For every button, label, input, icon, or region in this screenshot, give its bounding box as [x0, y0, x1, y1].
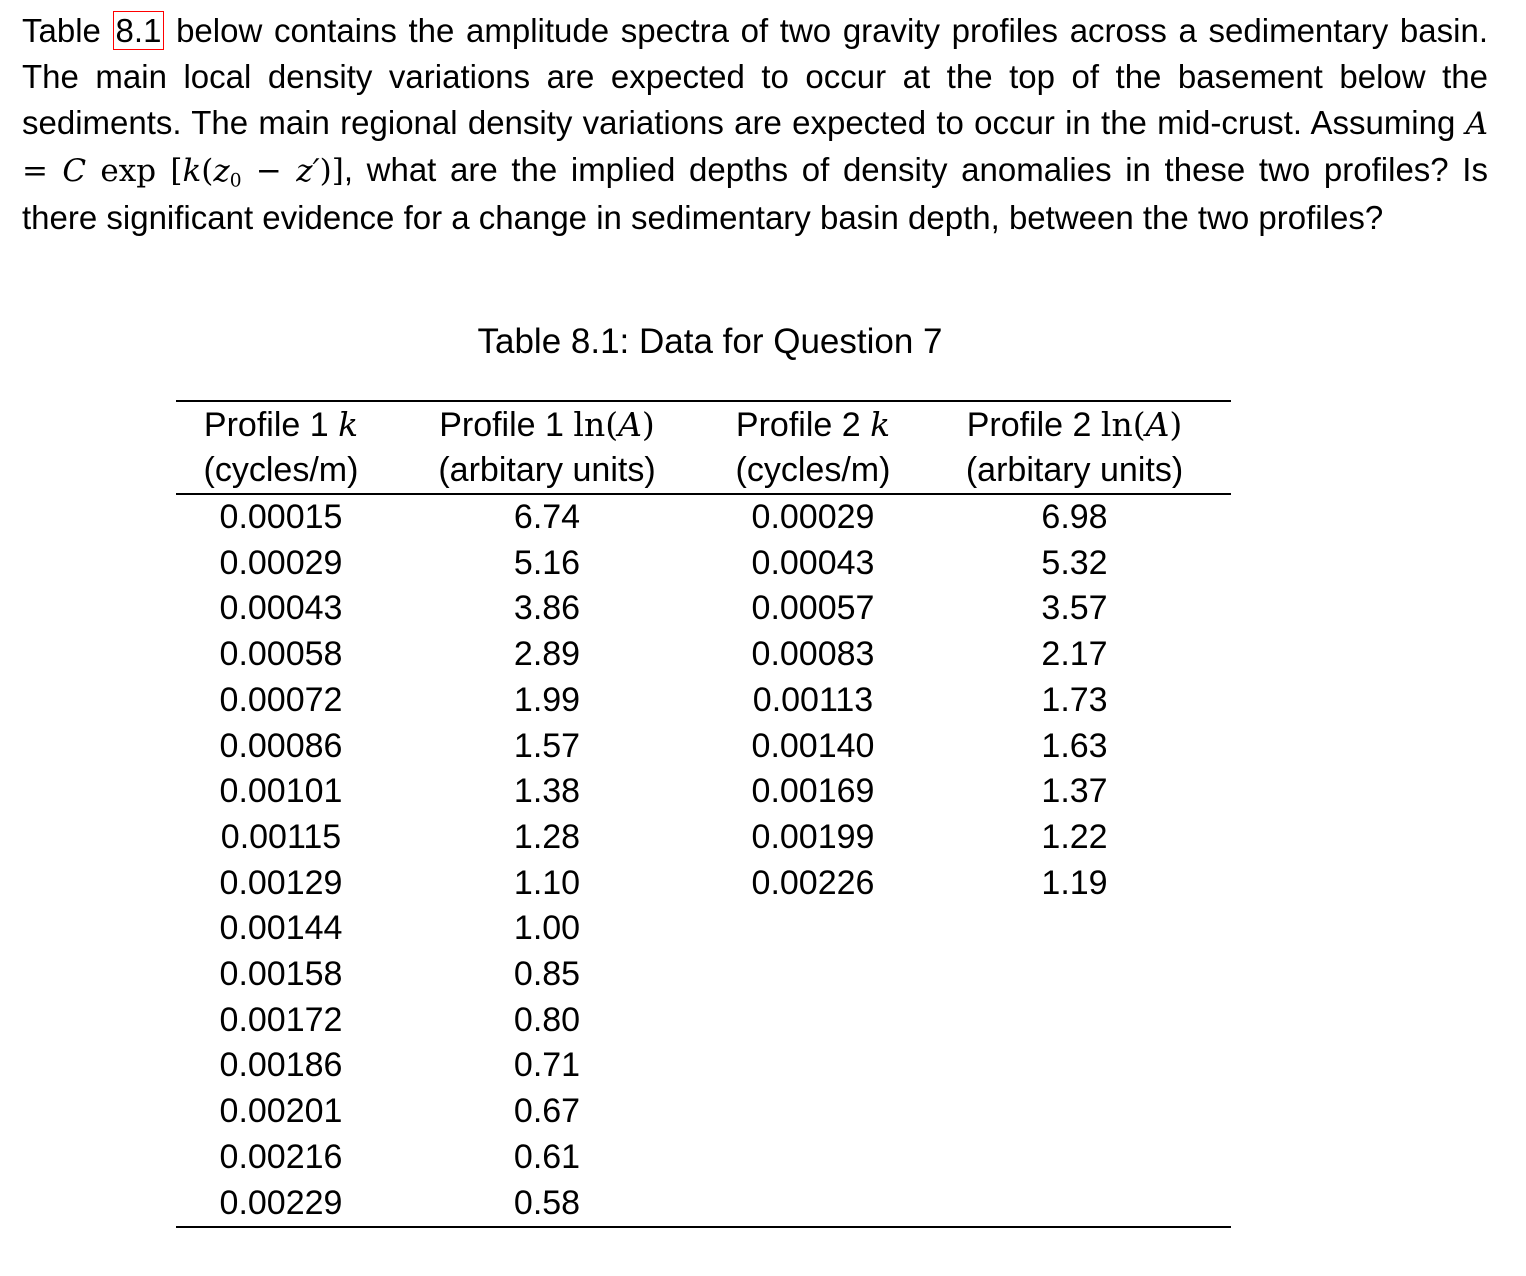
- header-profile2-lnA-units: (arbitary units): [918, 448, 1231, 494]
- table-cell: [708, 998, 918, 1044]
- table-cell: [918, 952, 1231, 998]
- table-row: [176, 861, 1231, 907]
- table-cell: 0.00043: [751, 543, 875, 582]
- table-cell: [918, 906, 1231, 952]
- table-cell: [918, 1089, 1231, 1135]
- table-row: [176, 1089, 1231, 1135]
- table-cell: 0.00058: [219, 635, 343, 674]
- table-cell: 0.00226: [751, 863, 875, 902]
- table-cell: [918, 998, 1231, 1044]
- table-cell: 0.00201: [219, 1092, 343, 1131]
- header-profile1-k-units: (cycles/m): [176, 448, 386, 494]
- header-profile2-lnA: Profile 2 ln(A): [918, 401, 1231, 448]
- table-body: [176, 494, 1231, 1227]
- table-cell: [708, 906, 918, 952]
- table-cell: 0.00140: [751, 726, 875, 765]
- data-table: [176, 400, 1231, 1228]
- table-cell: 0.00158: [219, 955, 343, 994]
- table-row: [176, 541, 1231, 587]
- table-cell: 0.00072: [219, 680, 343, 719]
- table-cell: [708, 1135, 918, 1181]
- table-row: [176, 632, 1231, 678]
- table-cell: 0.00086: [219, 726, 343, 765]
- table-cell: 1.19: [1041, 863, 1108, 902]
- question-paragraph: [22, 8, 1488, 241]
- table-cell: 1.63: [1041, 726, 1108, 765]
- table-cell: [708, 1181, 918, 1228]
- table-cell: 1.57: [513, 726, 581, 765]
- table-cell: 0.00043: [219, 589, 343, 628]
- table-row: [176, 586, 1231, 632]
- table-cell: 1.73: [1041, 680, 1108, 719]
- table-cell: 0.00229: [176, 1181, 386, 1228]
- table-cell: 0.80: [513, 1000, 581, 1039]
- table-header-row-2: [176, 448, 1231, 494]
- table-cell: 1.22: [1041, 817, 1108, 856]
- table-cell: 0.00216: [219, 1137, 343, 1176]
- table-cell: 0.00083: [751, 635, 875, 674]
- table-cell: 1.37: [1041, 772, 1108, 811]
- table-cell: 0.00029: [751, 498, 875, 536]
- table-cell: 0.00172: [219, 1000, 343, 1039]
- table-row: [176, 952, 1231, 998]
- table-row: [176, 1181, 1231, 1228]
- table-cell: 1.00: [513, 909, 581, 948]
- table-cell: 0.00015: [219, 498, 343, 536]
- table-cell: 0.00199: [751, 817, 875, 856]
- table-cell: 0.00101: [219, 772, 343, 811]
- table-cell: 0.85: [513, 955, 581, 994]
- table-cell: 3.86: [513, 589, 581, 628]
- table-cell: 0.00029: [219, 543, 343, 582]
- formula: A = C $\exp [k(z_0 - z')]$: [22, 105, 1488, 192]
- table-cell: 0.58: [386, 1181, 708, 1228]
- table-cell: 1.10: [513, 863, 581, 902]
- table-cell: 0.00057: [751, 589, 875, 628]
- table-cell: 0.00169: [751, 772, 875, 811]
- question-prefix: Table: [22, 12, 113, 49]
- table-cell: [708, 1043, 918, 1089]
- table-cell: [918, 1181, 1231, 1228]
- table-row: [176, 1043, 1231, 1089]
- table-cell: [918, 1135, 1231, 1181]
- table-cell: 6.98: [1041, 498, 1108, 536]
- table-row: [176, 678, 1231, 724]
- header-profile2-k: Profile 2 k: [708, 401, 918, 448]
- table-cell: 2.17: [1041, 635, 1108, 674]
- data-table-container: [176, 400, 1231, 1228]
- question-text-part1: below contains the amplitude spectra of two gravity profiles across a sedimentary basin. The main local density variations are expected to occur at the top of the basement below the sediments. The main regional density variations are expected to occur in the mid-crust. Assuming: [22, 12, 1488, 141]
- table-cell: 0.71: [513, 1046, 581, 1085]
- table-row: [176, 998, 1231, 1044]
- table-cell: 1.38: [513, 772, 581, 811]
- table-row: [176, 1135, 1231, 1181]
- table-cell: [708, 1089, 918, 1135]
- table-row: [176, 906, 1231, 952]
- table-cell: 0.00144: [219, 909, 343, 948]
- table-cell: 3.57: [1041, 589, 1108, 628]
- table-cell: 1.99: [513, 680, 581, 719]
- table-cell: 0.00129: [219, 863, 343, 902]
- table-cell: 5.32: [1041, 543, 1108, 582]
- table-cell: 2.89: [513, 635, 581, 674]
- table-row: [176, 494, 1231, 541]
- table-row: [176, 815, 1231, 861]
- table-reference-link[interactable]: 8.1: [113, 11, 165, 50]
- table-cell: 5.16: [513, 543, 581, 582]
- table-header-row-1: [176, 401, 1231, 448]
- table-cell: 0.67: [513, 1092, 581, 1131]
- table-cell: 0.00186: [219, 1046, 343, 1085]
- header-profile1-lnA-units: (arbitary units): [386, 448, 708, 494]
- table-cell: 6.74: [513, 498, 581, 536]
- table-row: [176, 724, 1231, 770]
- question-text-part2: , what are the implied depths of density anomalies in these two profiles? Is there significant evidence for a change in sedimentary basin depth, between the two profiles?: [22, 151, 1488, 237]
- table-cell: 1.28: [513, 817, 581, 856]
- table-cell: 0.00113: [752, 680, 874, 719]
- table-cell: 0.61: [513, 1137, 581, 1176]
- table-cell: [918, 1043, 1231, 1089]
- header-profile2-k-units: (cycles/m): [708, 448, 918, 494]
- table-row: [176, 769, 1231, 815]
- table-cell: 0.00115: [220, 817, 342, 856]
- header-profile1-lnA: Profile 1 ln(A): [386, 401, 708, 448]
- table-caption: Table 8.1: Data for Question 7: [477, 322, 943, 361]
- table-cell: [708, 952, 918, 998]
- header-profile1-k: Profile 1 k: [176, 401, 386, 448]
